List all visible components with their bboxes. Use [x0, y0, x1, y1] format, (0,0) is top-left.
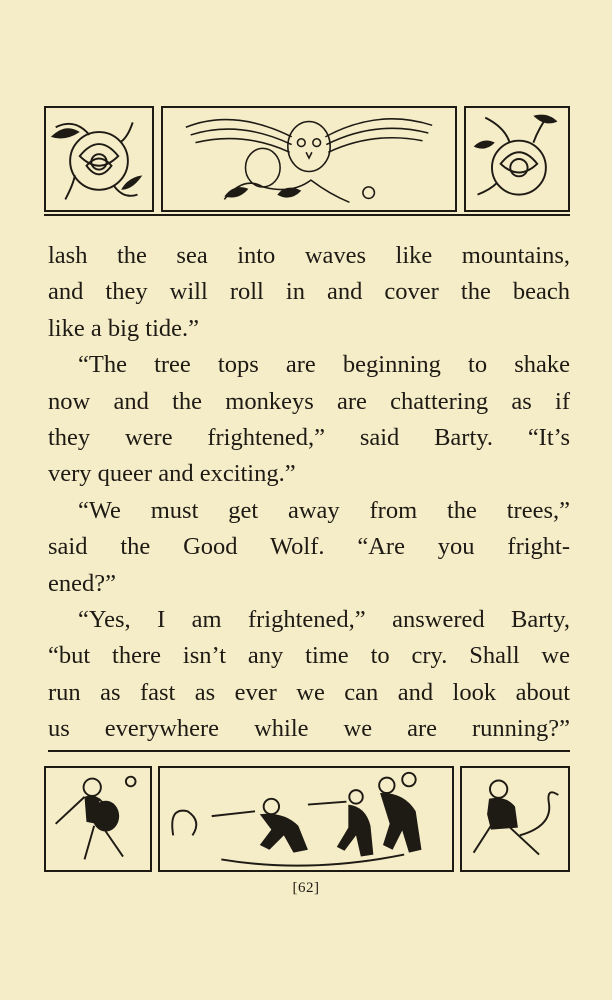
top-band-rule: [44, 214, 570, 216]
rose-icon: [46, 108, 152, 210]
text-line: very queer and exciting.”: [48, 460, 296, 488]
rose-panel-left: [44, 106, 154, 212]
text-line: and they will roll in and cover the beach: [48, 278, 570, 306]
text-line: they were frightened,” said Barty. “It’s: [48, 424, 570, 452]
bottom-illustration-band: [44, 766, 570, 876]
rose-icon: [466, 108, 568, 210]
monkeys-chase-panel: [158, 766, 454, 872]
text-line: ened?”: [48, 569, 116, 597]
text-line: lash the sea into waves like mountains,: [48, 242, 570, 269]
text-line: now and the monkeys are chattering as if: [48, 387, 570, 415]
page-number: [62]: [292, 880, 320, 896]
monkey-icon: [462, 768, 568, 870]
rose-panel-right: [464, 106, 570, 212]
text-line: “The tree tops are beginning to shake: [78, 351, 570, 379]
text-rule: [48, 750, 570, 752]
text-line: “We must get away from the trees,”: [78, 496, 570, 524]
text-line: run as fast as ever we can and look about: [48, 678, 570, 706]
owl-with-child-icon: [163, 108, 455, 210]
top-illustration-band: [44, 106, 570, 216]
bird-child-panel: [161, 106, 457, 212]
running-monkeys-icon: [160, 768, 452, 870]
monkey-panel-left: [44, 766, 152, 872]
text-line: said the Good Wolf. “Are you fright-: [48, 533, 570, 561]
text-line: “Yes, I am frightened,” answered Barty,: [78, 606, 570, 634]
monkey-icon: [46, 768, 150, 870]
text-line: “but there isn’t any time to cry. Shall we: [48, 642, 570, 670]
text-line: like a big tide.”: [48, 314, 200, 342]
body-text: [48, 238, 570, 748]
monkey-panel-right: [460, 766, 570, 872]
text-line: us everywhere while we are running?”: [48, 715, 570, 743]
